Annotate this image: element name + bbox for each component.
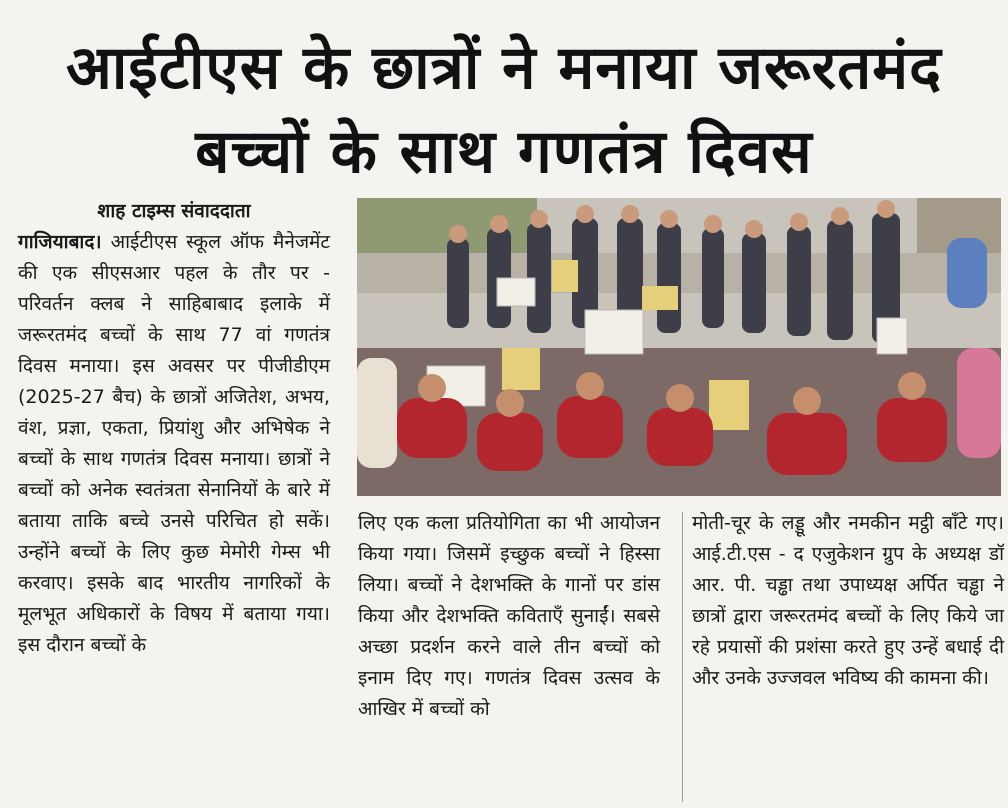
headline-line-1: आईटीएस के छात्रों ने मनाया जरूरतमंद <box>65 33 943 103</box>
article-column-1 <box>18 196 330 661</box>
event-photo <box>357 198 1001 496</box>
byline: शाह टाइम्स संवाददाता <box>97 200 251 222</box>
column-divider <box>682 512 683 802</box>
article-column-2: लिए एक कला प्रतियोगिता का भी आयोजन किया गया। जिसमें इच्छुक बच्चों ने हिस्सा लिया। बच्चों ने देशभक्ति के गानों पर डांस किया और देशभक्ति कविताएँ सुनाईं। सबसे अच्छा प्रदर्शन करने वाले तीन बच्चों को इनाम दिए गए। गणतंत्र दिवस उत्सव के आखिर में बच्चों को <box>358 512 660 720</box>
dateline: गाजियाबाद। <box>18 231 102 253</box>
headline-line-2: बच्चों के साथ गणतंत्र दिवस <box>195 117 813 187</box>
column-1-text: आईटीएस स्कूल ऑफ मैनेजमेंट की एक सीएसआर पहल के तौर पर - परिवर्तन क्लब ने साहिबाबाद इलाके में जरूरतमंद बच्चों के साथ 77 वां गणतंत्र दिवस मनाया। इस अवसर पर पीजीडीएम (2025-27 बैच) के छात्रों अजितेश, अभय, वंश, प्रज्ञा, एकता, प्रियांशु और अभिषेक ने बच्चों के साथ गणतंत्र दिवस मनाया। छात्रों ने बच्चों को अनेक स्वतंत्रता सेनानियों के बारे में बताया ताकि बच्चे उनसे परिचित हो सकें। उन्होंने बच्चों के लिए कुछ मेमोरी गेम्स भी करवाए। इसके बाद भारतीय नागरिकों के मूलभूत अधिकारों के विषय में बताया गया। इस दौरान बच्चों के <box>18 231 330 656</box>
article-column-3: मोती-चूर के लड्डू और नमकीन मट्ठी बाँटे गए। आई.टी.एस - द एजुकेशन ग्रुप के अध्यक्ष डॉ आर. पी. चड्ढा तथा उपाध्यक्ष अर्पित चड्ढा ने छात्रों द्वारा जरूरतमंद बच्चों के लिए किये जा रहे प्रयासों की प्रशंसा करते हुए उन्हें बधाई दी और उनके उज्जवल भविष्य की कामना की। <box>692 512 1004 689</box>
